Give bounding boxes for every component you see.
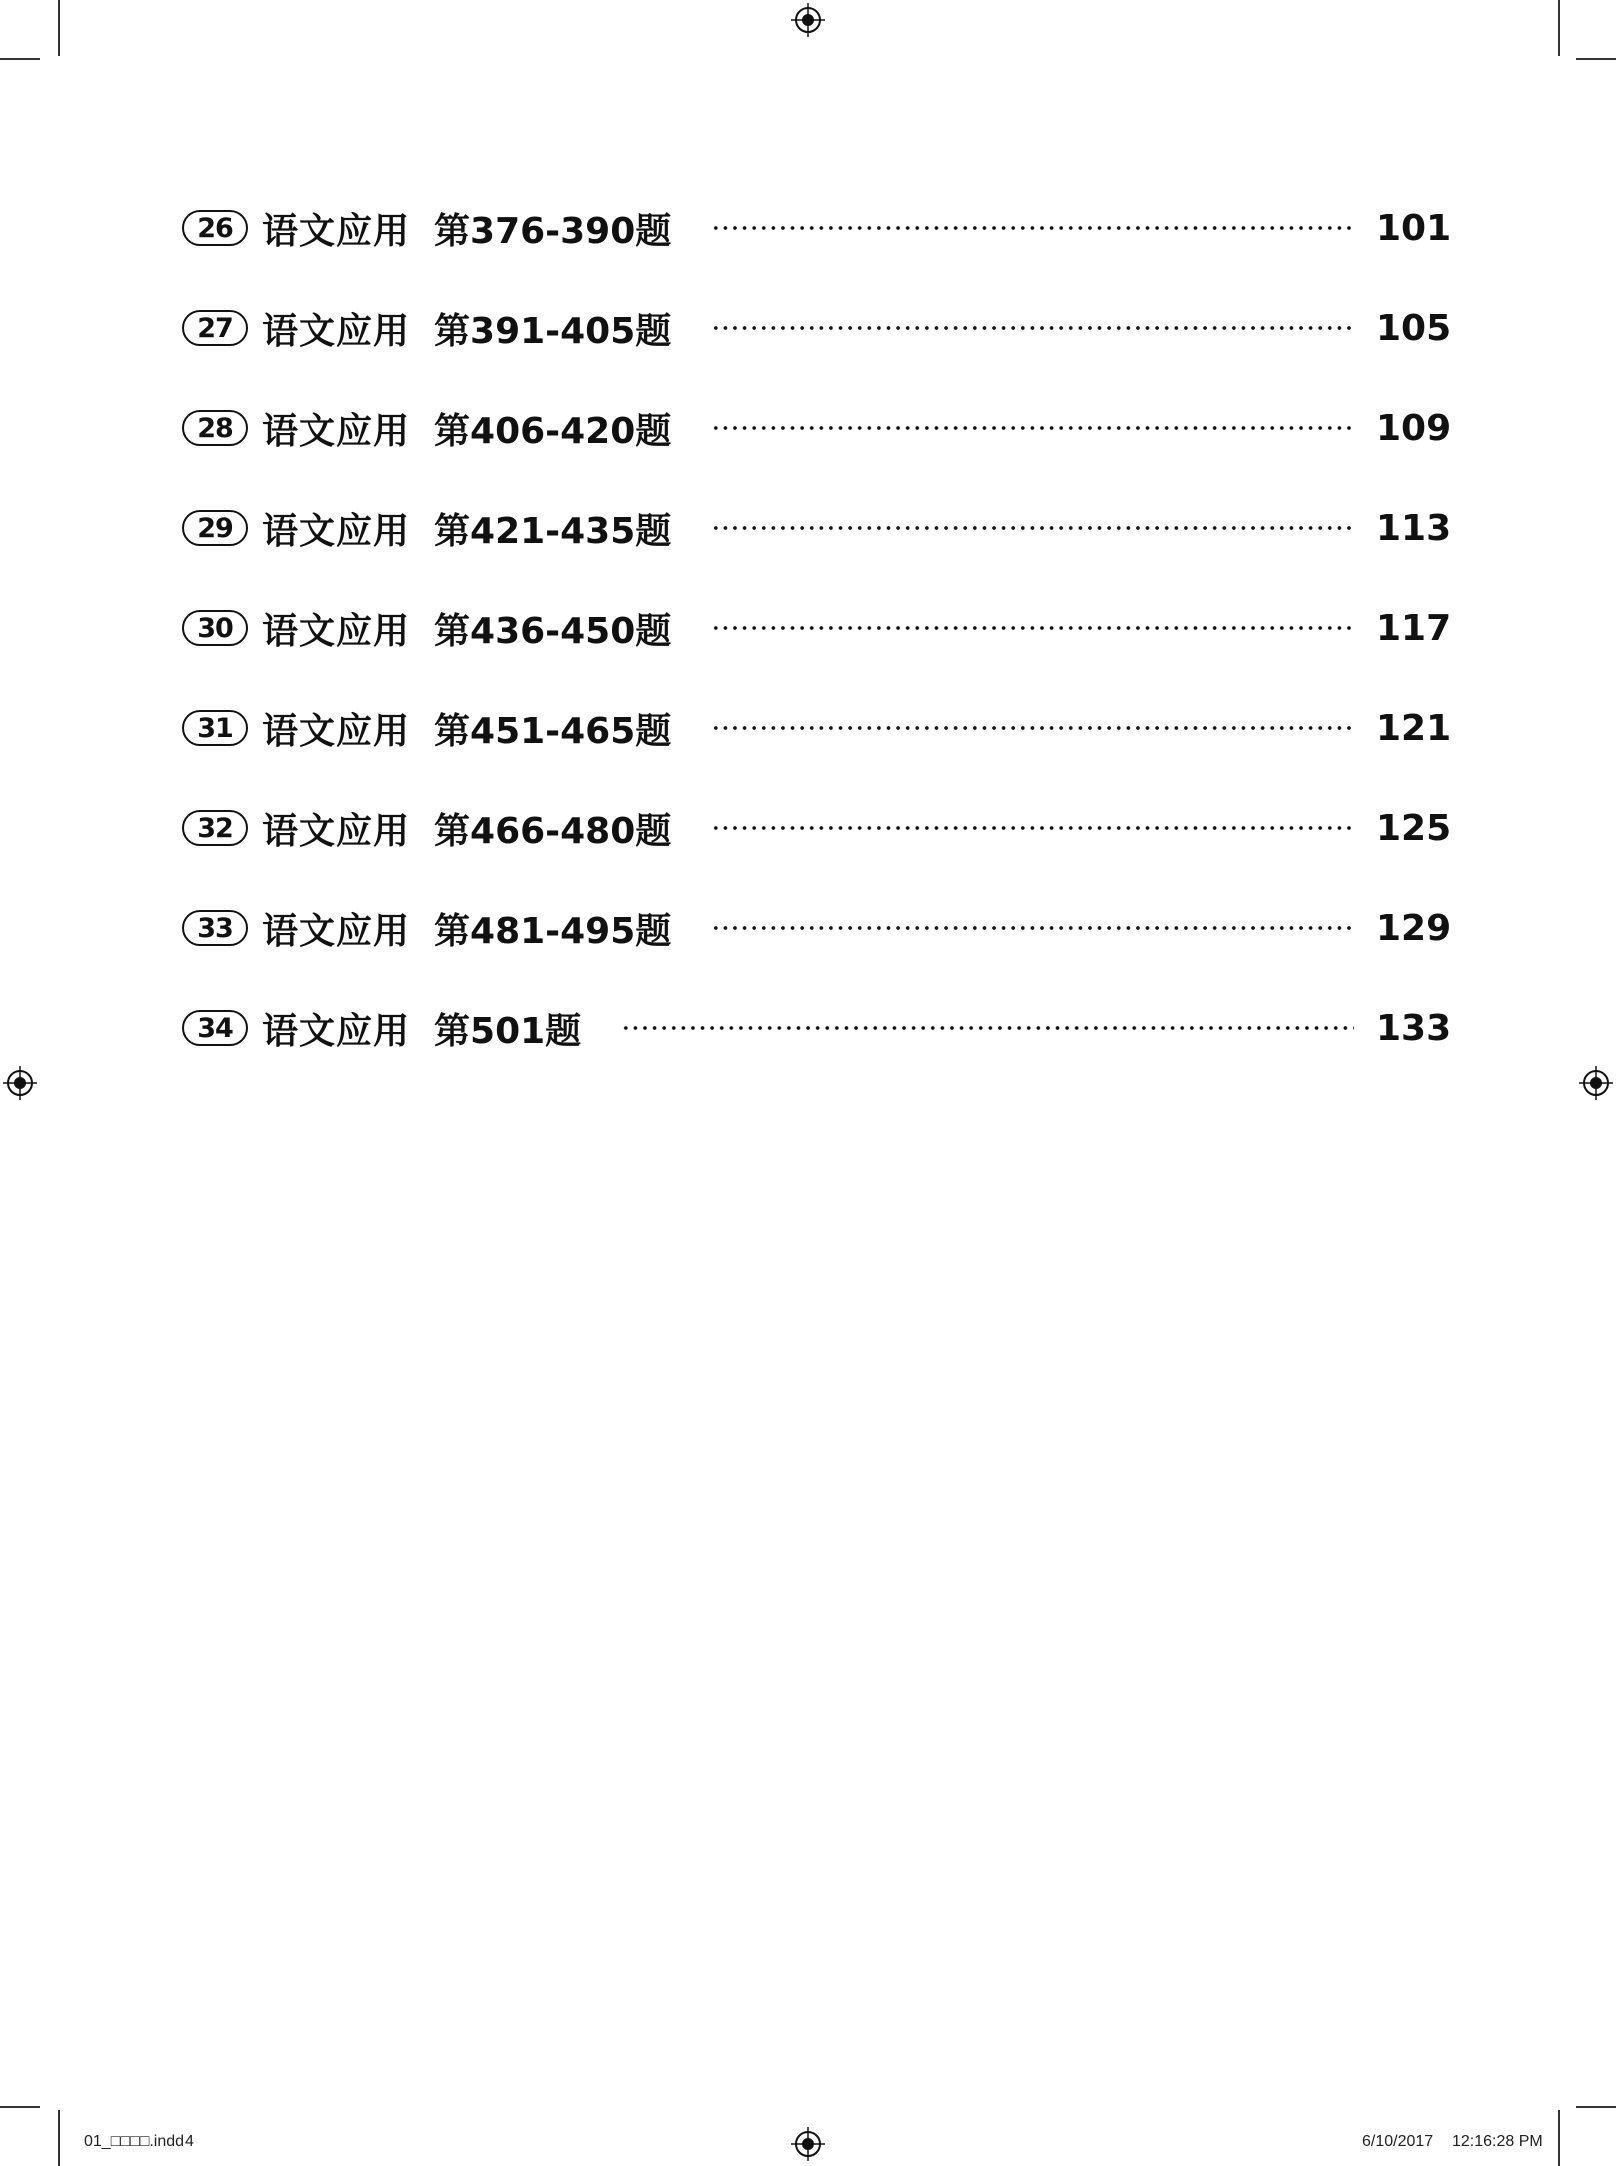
registration-mark-right-icon [1579,1066,1613,1100]
chapter-title: 语文应用 [262,810,411,852]
dot-leader [711,726,1354,730]
dot-leader [711,826,1354,830]
page-number: 133 [1376,1007,1452,1049]
crop-mark-top-right [1558,0,1560,56]
page-number: 113 [1376,507,1452,549]
toc-entry[interactable] [182,798,1452,858]
dot-leader [621,1026,1354,1030]
page-number: 117 [1376,607,1452,649]
chapter-number-badge: 34 [182,1010,248,1046]
toc-entry[interactable] [182,998,1452,1058]
dot-leader [711,626,1354,630]
page-number: 101 [1376,207,1452,249]
question-range: 第421-435题 [434,510,672,552]
crop-mark-bottom-left-h [0,2106,40,2108]
chapter-number-badge: 31 [182,710,248,746]
dot-leader [711,526,1354,530]
question-range: 第466-480题 [434,810,672,852]
question-range: 第391-405题 [434,310,672,352]
slug-page-number: 4 [185,2133,194,2150]
crop-mark-top-left [58,0,60,56]
question-range: 第451-465题 [434,710,672,752]
toc-entry[interactable] [182,498,1452,558]
chapter-title: 语文应用 [262,1010,411,1052]
registration-mark-bottom-icon [791,2127,825,2161]
toc-entry[interactable] [182,598,1452,658]
crop-mark-top-right-h [1576,58,1616,60]
question-range: 第406-420题 [434,410,672,452]
slug-time: 12:16:28 PM [1452,2133,1543,2150]
question-range: 第376-390题 [434,210,672,252]
chapter-number-badge: 32 [182,810,248,846]
chapter-title: 语文应用 [262,210,411,252]
chapter-title: 语文应用 [262,410,411,452]
toc-entry[interactable] [182,898,1452,958]
crop-mark-bottom-right [1558,2110,1560,2166]
page-number: 125 [1376,807,1452,849]
page-number: 109 [1376,407,1452,449]
chapter-number-badge: 29 [182,510,248,546]
chapter-number-badge: 27 [182,310,248,346]
slug-file-name: 01_□□□□.indd [84,2133,185,2150]
toc-entry[interactable] [182,398,1452,458]
chapter-title: 语文应用 [262,910,411,952]
toc-entry[interactable] [182,698,1452,758]
slug-date: 6/10/2017 [1362,2133,1434,2150]
dot-leader [711,226,1354,230]
chapter-number-badge: 28 [182,410,248,446]
crop-mark-bottom-right-h [1576,2106,1616,2108]
chapter-title: 语文应用 [262,310,411,352]
page-number: 129 [1376,907,1452,949]
dot-leader [711,426,1354,430]
toc-entry[interactable] [182,298,1452,358]
chapter-title: 语文应用 [262,710,411,752]
dot-leader [711,326,1354,330]
crop-mark-bottom-left [58,2110,60,2166]
chapter-title: 语文应用 [262,510,411,552]
page-number: 105 [1376,307,1452,349]
chapter-number-badge: 26 [182,210,248,246]
chapter-number-badge: 30 [182,610,248,646]
registration-mark-top-icon [791,3,825,37]
chapter-title: 语文应用 [262,610,411,652]
crop-mark-top-left-h [0,58,40,60]
toc-entry[interactable] [182,198,1452,258]
registration-mark-left-icon [3,1066,37,1100]
question-range: 第481-495题 [434,910,672,952]
chapter-number-badge: 33 [182,910,248,946]
question-range: 第501题 [434,1010,582,1052]
question-range: 第436-450题 [434,610,672,652]
page-number: 121 [1376,707,1452,749]
dot-leader [711,926,1354,930]
